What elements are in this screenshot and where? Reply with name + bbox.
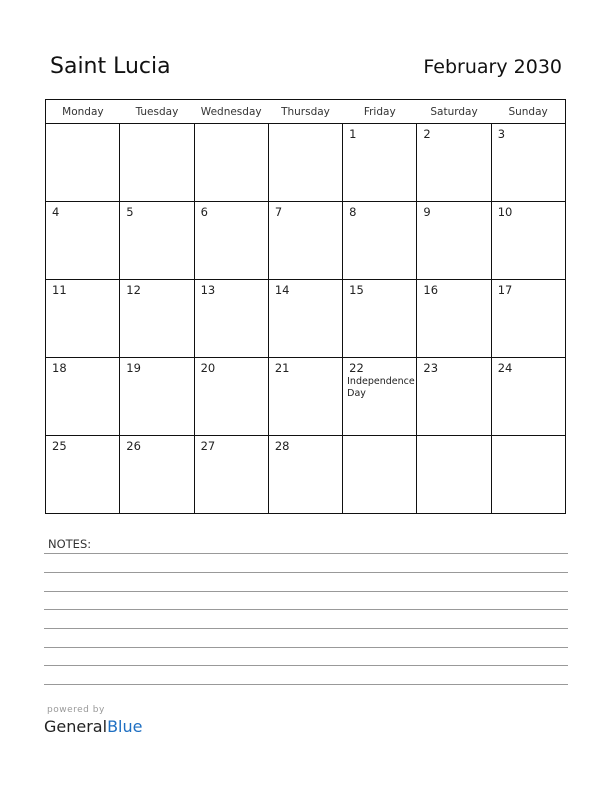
day-cell	[343, 280, 417, 358]
day-number: 17	[497, 283, 513, 297]
day-number: 23	[423, 361, 439, 375]
day-number: 21	[274, 361, 290, 375]
weekday-monday: Monday	[46, 100, 120, 124]
weekday-sunday: Sunday	[491, 100, 565, 124]
day-number: 8	[349, 205, 357, 219]
day-cell	[343, 124, 417, 202]
day-number: 7	[274, 205, 283, 219]
weekday-thursday: Thursday	[268, 100, 342, 124]
day-number: 20	[200, 361, 216, 375]
day-cell	[120, 436, 194, 514]
day-cell	[194, 280, 268, 358]
day-number: 16	[423, 283, 439, 297]
brand-name-part2: Blue	[107, 717, 143, 736]
day-number: 26	[126, 439, 141, 453]
day-number: 5	[126, 205, 134, 219]
note-line	[44, 572, 568, 573]
day-cell	[120, 280, 194, 358]
day-cell	[268, 202, 342, 280]
note-line	[44, 628, 568, 629]
week-row	[46, 358, 566, 436]
day-number: 13	[200, 283, 216, 297]
day-number: 25	[52, 439, 67, 453]
day-number: 27	[200, 439, 216, 453]
day-cell	[343, 358, 417, 436]
day-number: 3	[497, 127, 506, 141]
day-number: 19	[126, 361, 141, 375]
day-cell	[491, 436, 565, 514]
day-number: 15	[349, 283, 364, 297]
month-year-title: February 2030	[423, 56, 562, 78]
day-cell	[491, 280, 565, 358]
day-cell	[194, 436, 268, 514]
day-cell	[268, 280, 342, 358]
day-number: 2	[423, 127, 431, 141]
weekday-saturday: Saturday	[417, 100, 491, 124]
day-cell	[46, 436, 120, 514]
note-line	[44, 591, 568, 592]
powered-by-text: powered by	[47, 705, 105, 715]
weekday-tuesday: Tuesday	[120, 100, 194, 124]
note-line	[44, 684, 568, 685]
note-line	[44, 647, 568, 648]
day-number: 22	[349, 361, 364, 375]
day-cell	[194, 124, 268, 202]
day-number: 9	[423, 205, 431, 219]
day-cell	[417, 124, 491, 202]
day-cell	[46, 280, 120, 358]
day-number: 11	[52, 283, 67, 297]
note-line	[44, 665, 568, 666]
day-number: 10	[497, 205, 513, 219]
note-line	[44, 553, 568, 554]
week-row	[46, 124, 566, 202]
day-cell	[194, 202, 268, 280]
day-number: 4	[52, 205, 60, 219]
weekday-wednesday: Wednesday	[194, 100, 268, 124]
weekday-header-row	[46, 100, 566, 124]
day-cell	[268, 436, 342, 514]
brand-name-part1: General	[44, 717, 108, 736]
notes-label: NOTES:	[48, 537, 92, 551]
week-row	[46, 436, 566, 514]
day-number: 1	[349, 127, 357, 141]
calendar-grid	[45, 99, 566, 514]
day-cell	[491, 124, 565, 202]
day-number: 18	[52, 361, 67, 375]
day-number: 28	[274, 439, 290, 453]
day-cell	[417, 202, 491, 280]
day-cell	[120, 124, 194, 202]
holiday-label: Independence Day	[347, 376, 415, 399]
day-cell	[268, 358, 342, 436]
day-cell	[343, 436, 417, 514]
day-cell	[120, 358, 194, 436]
day-cell	[46, 124, 120, 202]
day-cell	[417, 280, 491, 358]
day-number: 12	[126, 283, 141, 297]
day-cell	[491, 202, 565, 280]
day-cell	[46, 202, 120, 280]
day-cell	[491, 358, 565, 436]
week-row	[46, 280, 566, 358]
weekday-friday: Friday	[343, 100, 417, 124]
note-line	[44, 609, 568, 610]
day-cell	[417, 358, 491, 436]
day-cell	[194, 358, 268, 436]
day-cell	[343, 202, 417, 280]
country-title: Saint Lucia	[50, 54, 171, 79]
day-cell	[268, 124, 342, 202]
day-number: 24	[497, 361, 513, 375]
day-number: 14	[274, 283, 290, 297]
brand-logo	[44, 717, 142, 736]
week-row	[46, 202, 566, 280]
day-cell	[120, 202, 194, 280]
day-number: 6	[200, 205, 208, 219]
day-cell	[46, 358, 120, 436]
day-cell	[417, 436, 491, 514]
